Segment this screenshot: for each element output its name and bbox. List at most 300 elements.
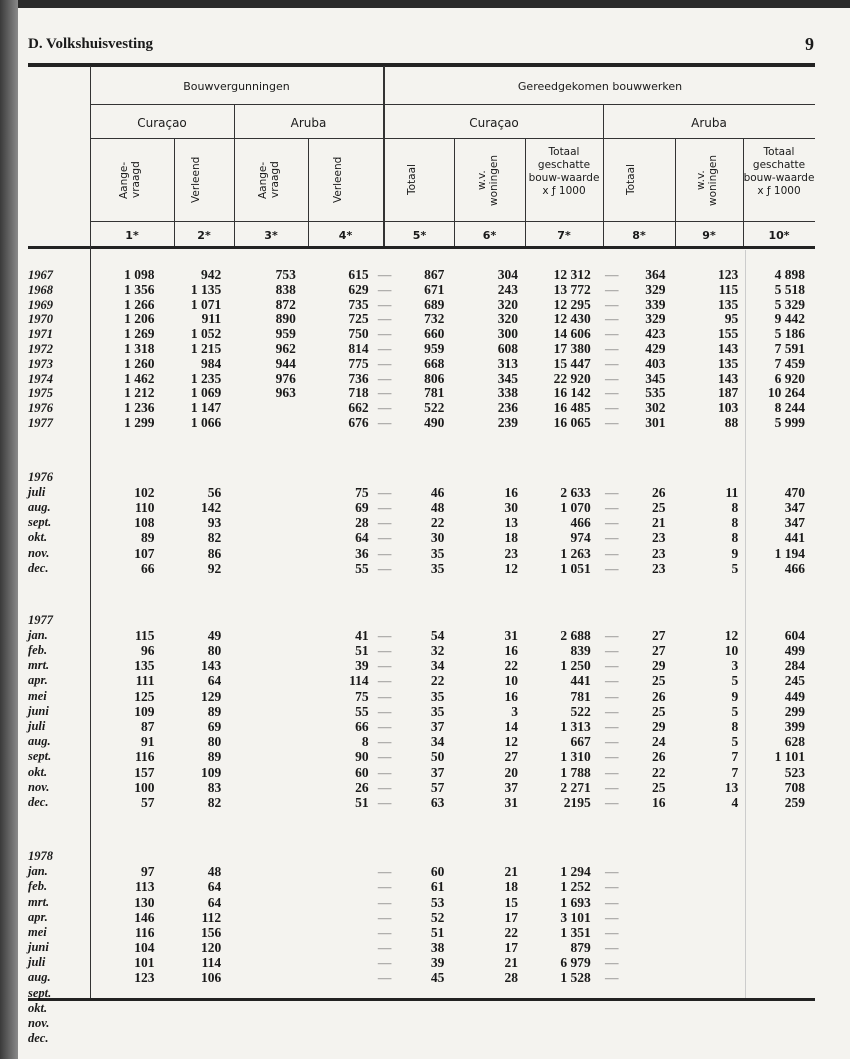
table-cell: 750 [348,326,369,342]
table-cell: 959 [424,340,445,356]
table-row [28,879,815,894]
table-cell [528,1016,598,1031]
table-cell [233,940,306,955]
table-cell: 8 [731,530,739,546]
table-cell: 399 [784,719,805,735]
dash-separator: — [377,909,392,925]
table-cell: 23 [504,545,519,561]
table-cell [233,643,306,658]
table-cell: 28 [504,970,519,986]
dash-separator: — [604,267,619,282]
table-cell: 1 351 [560,924,591,940]
table-cell: 3 [731,658,739,674]
table-cell: 14 [504,719,519,735]
table-cell: 725 [348,311,369,327]
row-label: dec. [28,560,49,575]
table-cell: 5 [731,703,739,719]
table-cell [626,955,678,970]
table-cell: 113 [134,879,155,895]
row-label: 1973 [28,356,53,371]
table-cell [233,546,306,561]
table-cell: 135 [134,658,155,674]
table-cell: 1 250 [560,658,591,674]
table-cell: 64 [207,673,222,689]
table-cell: 668 [424,355,445,371]
dash-separator: — [604,879,619,895]
table-cell [745,1001,815,1016]
table-cell: 109 [134,703,155,719]
table-cell [677,910,745,925]
table-cell: 13 [724,779,739,795]
table-cell: 110 [134,499,155,515]
row-label: mrt. [28,894,50,909]
row-label: juli [28,719,46,734]
row-label: 1969 [28,297,53,312]
table-cell: 135 [717,355,739,371]
dash-separator: — [377,281,392,297]
table-cell: 95 [724,311,739,327]
table-cell: 12 430 [553,311,591,327]
table-cell: 120 [200,940,222,956]
table-cell: 12 [504,560,519,576]
dash-separator: — [604,385,619,401]
table-cell: 6 979 [560,955,591,971]
table-cell: 781 [424,385,445,401]
table-cell: 17 [504,940,519,956]
table-cell: 13 772 [553,281,591,297]
table-cell: 3 [511,703,519,719]
table-cell: 38 [430,940,445,956]
column-number: 3* [264,229,278,242]
table-row [28,416,815,431]
table-cell: 239 [497,414,519,430]
table-cell: 15 [504,894,519,910]
table-cell: 806 [424,370,445,386]
table-cell: 101 [134,955,155,971]
table-row [28,327,815,342]
table-cell [745,895,815,910]
table-cell [90,1016,160,1031]
table-cell: 129 [200,688,222,704]
table-cell: 4 [731,794,739,810]
table-cell: 116 [134,749,155,765]
table-cell: 87 [140,719,155,735]
header-bouwvergunningen: Bouwvergunningen [183,80,290,93]
page-binding-edge [0,0,18,1059]
table-cell: 9 [731,545,739,561]
dash-separator: — [604,719,619,735]
table-cell: 535 [645,385,666,401]
dash-separator: — [604,326,619,342]
row-label: mei [28,688,47,703]
row-label: okt. [28,1000,48,1015]
dash-separator: — [604,643,619,659]
table-cell: 1 212 [124,385,155,401]
dash-separator: — [377,340,392,356]
dash-separator: — [377,879,392,895]
dash-separator: — [377,326,392,342]
table-cell: 839 [570,643,591,659]
table-cell [233,673,306,688]
row-label: 1972 [28,341,53,356]
column-header-label: Aange- vraagd [257,161,281,199]
table-cell: 5 999 [774,414,805,430]
table-cell: 1 071 [190,296,222,312]
table-cell: 82 [207,794,222,810]
table-cell: 135 [717,296,739,312]
table-cell: 37 [504,779,519,795]
dash-separator: — [604,940,619,956]
table-cell: 403 [645,355,666,371]
table-cell [233,1016,306,1031]
table-cell: 449 [784,688,805,704]
dash-separator: — [377,703,392,719]
table-cell: 22 [504,924,519,940]
table-cell [745,864,815,879]
table-cell [159,1031,233,1046]
table-cell: 97 [140,864,155,880]
table-cell: 18 [504,879,519,895]
table-cell: 22 [504,658,519,674]
table-cell: 64 [355,530,369,546]
table-cell: 12 295 [553,296,591,312]
table-cell: 91 [140,734,155,750]
table-cell: 1 070 [560,499,591,515]
table-cell: 962 [275,340,296,356]
table-cell: 5 518 [774,281,805,297]
table-cell: 974 [570,530,591,546]
row-label: aug. [28,734,51,749]
row-label: juni [28,703,49,718]
table-cell: 10 [504,673,519,689]
table-cell: 31 [504,627,519,643]
table-cell [159,986,233,1001]
row-label: apr. [28,909,48,924]
table-cell: 26 [355,779,369,795]
table-cell [399,986,454,1001]
dash-separator: — [377,400,392,416]
table-cell: 89 [207,749,222,765]
table-cell: 301 [645,414,666,430]
table-cell: 24 [651,734,666,750]
table-cell: 16 [504,643,519,659]
header-gereedgekomen: Gereedgekomen bouwwerken [517,80,683,93]
row-label: 1971 [28,327,53,342]
table-cell: 429 [645,340,666,356]
table-row [28,704,815,719]
row-label: feb. [28,879,48,894]
table-cell: 1 215 [190,340,222,356]
header-aruba-vergunningen: Aruba [290,116,327,130]
table-cell: 23 [651,560,666,576]
table-cell: 187 [717,385,739,401]
table-cell [453,986,528,1001]
row-label: 1977 [28,415,53,430]
table-cell: 1 252 [560,879,591,895]
dash-separator: — [604,530,619,546]
table-cell: 10 264 [767,385,805,401]
dash-separator: — [377,779,392,795]
table-cell: 22 [430,673,445,689]
table-cell [233,925,306,940]
dash-separator: — [604,764,619,780]
column-number: 9* [702,229,716,242]
table-cell [233,704,306,719]
dash-separator: — [604,794,619,810]
table-cell: 1 318 [124,340,155,356]
table-cell: 46 [430,484,445,500]
table-cell: 1 269 [124,326,155,342]
table-cell: 20 [504,764,519,780]
table-cell: 7 591 [774,340,805,356]
table-cell: 1 206 [124,311,155,327]
dash-separator: — [604,749,619,765]
dash-separator: — [377,515,392,531]
column-header-label: Totaal [405,164,418,196]
table-cell: 112 [201,909,222,925]
table-cell: 30 [504,499,519,515]
table-cell [306,864,371,879]
table-cell: 243 [497,281,519,297]
table-cell: 466 [784,560,805,576]
row-label: 1968 [28,282,53,297]
table-cell [677,940,745,955]
table-cell: 16 485 [553,400,591,416]
table-cell: 10 [724,643,739,659]
table-cell: 8 244 [774,400,805,416]
table-cell: 911 [201,311,222,327]
table-cell [399,1016,454,1031]
table-cell [677,864,745,879]
table-row [28,925,815,940]
table-cell [233,765,306,780]
table-cell: 299 [784,703,805,719]
row-label: okt. [28,764,48,779]
table-cell: 50 [430,749,445,765]
table-row [28,719,815,734]
table-cell: 775 [348,355,369,371]
table-cell: 735 [348,296,369,312]
table-cell [233,658,306,673]
table-cell: 320 [497,311,519,327]
table-row [28,658,815,673]
table-cell [306,940,371,955]
column-number: 6* [482,229,497,242]
table-cell: 313 [497,355,519,371]
table-cell: 37 [430,719,445,735]
table-cell [306,895,371,910]
table-row [28,561,815,576]
table-cell [306,955,371,970]
spacer [28,810,815,848]
row-label: 1967 [28,268,53,282]
header-curacao-vergunningen: Curaçao [137,116,187,130]
table-cell: 35 [430,703,445,719]
table-cell: 15 447 [553,355,591,371]
table-cell [626,1016,678,1031]
table-cell: 1 693 [560,894,591,910]
table-cell: 963 [275,385,296,401]
dash-separator: — [604,400,619,416]
table-cell: 1 066 [190,414,222,430]
table-cell: 470 [784,484,805,500]
table-cell [745,940,815,955]
dash-separator: — [377,484,392,500]
table-cell: 106 [200,970,222,986]
dash-separator: — [604,545,619,561]
table-cell [233,628,306,643]
table-cell: 1 052 [190,326,222,342]
table-cell: 1 310 [560,749,591,765]
table-cell: 2195 [563,794,591,810]
table-cell: 157 [134,764,155,780]
table-cell: 48 [430,499,445,515]
row-label: 1975 [28,386,53,401]
table-cell [233,749,306,764]
table-cell: 36 [355,545,369,561]
table-cell [677,955,745,970]
dash-separator [598,1016,626,1031]
table-cell [528,1031,598,1046]
table-cell [233,515,306,530]
table-cell: 1 266 [124,296,155,312]
table-cell: 523 [784,764,805,780]
row-label: juni [28,940,49,955]
table-cell: 66 [140,560,155,576]
table-cell: 17 380 [553,340,591,356]
table-cell [745,1031,815,1046]
dash-separator: — [604,515,619,531]
table-cell: 115 [134,627,155,643]
table-cell: 16 142 [553,385,591,401]
table-row [28,689,815,704]
header-line-2 [90,138,815,139]
dash-separator: — [377,311,392,327]
table-cell [626,986,678,1001]
table-cell: 12 [724,627,739,643]
table-cell: 300 [497,326,519,342]
table-cell: 4 898 [774,267,805,282]
dash-separator: — [377,267,392,282]
table-cell: 320 [497,296,519,312]
table-cell: 52 [430,909,445,925]
table-cell: 146 [134,909,155,925]
table-cell: 45 [430,970,445,986]
table-row [28,386,815,401]
table-cell: 11 [725,484,739,500]
table-cell [626,925,678,940]
table-cell: 2 688 [560,627,591,643]
table-cell: 51 [355,794,369,810]
table-cell [677,1016,745,1031]
row-label: nov. [28,779,50,794]
dash-separator: — [377,794,392,810]
table-cell: 35 [430,560,445,576]
dash-separator: — [604,499,619,515]
dash-separator: — [604,484,619,500]
table-cell: 69 [207,719,222,735]
dash-separator: — [377,764,392,780]
table-row [28,780,815,795]
dash-separator: — [377,370,392,386]
table-cell: 604 [784,627,805,643]
table-cell: 615 [348,267,369,282]
table-cell [233,955,306,970]
table-cell [626,910,678,925]
table-cell: 662 [348,400,369,416]
table-cell: 18 [504,530,519,546]
row-label: sept. [28,515,52,530]
table-cell: 5 186 [774,326,805,342]
dash-separator: — [377,970,392,986]
table-cell: 7 459 [774,355,805,371]
table-cell: 1 069 [190,385,222,401]
table-cell: 753 [275,267,296,282]
table-cell: 1 462 [124,370,155,386]
table-cell [233,416,306,431]
section-title: D. Volkshuisvesting [28,36,154,52]
table-cell: 942 [200,267,222,282]
table-cell: 100 [134,779,155,795]
table-cell: 108 [134,515,155,531]
table-cell: 329 [645,311,666,327]
table-cell [233,530,306,545]
table-row [28,515,815,530]
table-cell [745,910,815,925]
dash-separator: — [604,296,619,312]
table-cell: 347 [784,499,805,515]
table-cell [233,895,306,910]
dash-separator: — [604,627,619,643]
table-row [28,401,815,416]
table-cell: 338 [497,385,519,401]
table-cell [626,1001,678,1016]
row-label: 1976 [28,401,53,416]
table-cell [626,940,678,955]
spacer [28,431,815,469]
table-cell: 51 [355,643,369,659]
table-cell: 102 [134,484,155,500]
table-cell: 9 [731,688,739,704]
table-cell: 1 194 [774,545,805,561]
dash-separator: — [377,719,392,735]
table-cell: 57 [140,794,155,810]
table-cell: 123 [134,970,155,986]
column-header-label: Totaal geschatte bouw-waarde x ƒ 1000 [528,146,600,197]
table-row [28,530,815,545]
table-cell: 27 [651,627,666,643]
table-row [28,546,815,561]
page-number: 9 [805,34,814,54]
table-row [28,734,815,749]
table-row [28,864,815,879]
table-cell: 21 [504,864,519,880]
column-header-label: Totaal [625,164,637,196]
table-cell: 22 [651,764,666,780]
row-label: 1974 [28,371,53,386]
table-cell: 39 [355,658,369,674]
table-row [28,895,815,910]
table-cell: 1 098 [124,267,155,282]
table-cell: 41 [355,627,369,643]
dash-separator: — [377,355,392,371]
dash-separator: — [604,924,619,940]
table-cell: 667 [570,734,591,750]
dash-separator [598,986,626,1001]
table-row [28,986,815,1001]
table-cell: 31 [504,794,519,810]
table-cell: 66 [355,719,369,735]
